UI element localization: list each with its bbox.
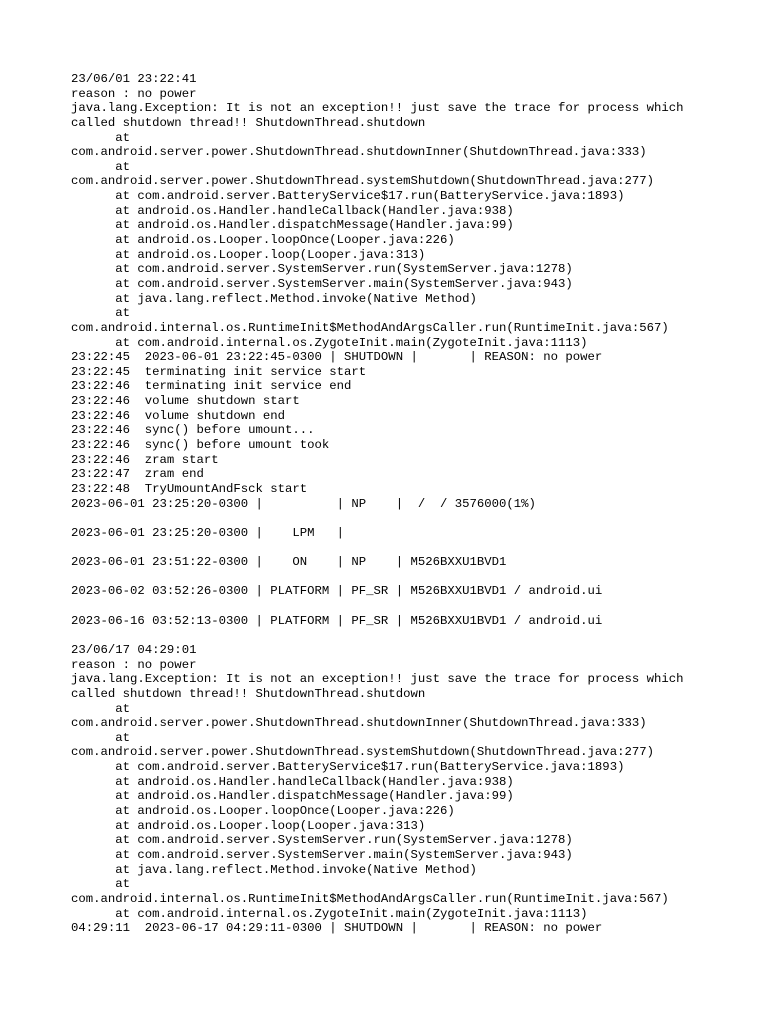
log-line: at android.os.Handler.handleCallback(Handler.java:938) bbox=[71, 774, 514, 789]
log-line: at bbox=[71, 130, 131, 145]
log-line: at com.android.server.SystemServer.main(SystemServer.java:943) bbox=[71, 276, 573, 291]
log-line: at bbox=[71, 730, 131, 745]
log-line: at bbox=[71, 306, 131, 321]
log-line: at bbox=[71, 877, 131, 892]
log-line: com.android.server.power.ShutdownThread.shutdownInner(ShutdownThread.java:333) bbox=[71, 145, 647, 160]
log-line: 23:22:46 zram start bbox=[71, 452, 219, 467]
log-line: 2023-06-16 03:52:13-0300 | PLATFORM | PF_SR | M526BXXU1BVD1 / android.ui bbox=[71, 613, 603, 628]
log-line: at android.os.Looper.loop(Looper.java:313) bbox=[71, 818, 426, 833]
log-line: at android.os.Handler.dispatchMessage(Handler.java:99) bbox=[71, 218, 514, 233]
log-line: at com.android.server.SystemServer.run(SystemServer.java:1278) bbox=[71, 262, 573, 277]
log-line: at java.lang.reflect.Method.invoke(Native Method) bbox=[71, 862, 477, 877]
log-line bbox=[71, 541, 761, 556]
log-line: 23/06/17 04:29:01 bbox=[71, 642, 197, 657]
log-line: at bbox=[71, 159, 131, 174]
log-line: at android.os.Looper.loop(Looper.java:313) bbox=[71, 247, 426, 262]
log-line: at com.android.internal.os.ZygoteInit.main(ZygoteInit.java:1113) bbox=[71, 906, 588, 921]
log-line: at android.os.Handler.handleCallback(Handler.java:938) bbox=[71, 203, 514, 218]
log-line: reason : no power bbox=[71, 86, 197, 101]
log-line: 23:22:47 zram end bbox=[71, 467, 204, 482]
log-line: 23:22:45 2023-06-01 23:22:45-0300 | SHUTDOWN | | REASON: no power bbox=[71, 350, 603, 365]
log-line: reason : no power bbox=[71, 657, 197, 672]
log-line bbox=[71, 511, 761, 526]
log-line: 04:29:11 2023-06-17 04:29:11-0300 | SHUTDOWN | | REASON: no power bbox=[71, 921, 603, 936]
log-line: 23:22:45 terminating init service start bbox=[71, 364, 367, 379]
log-line bbox=[71, 599, 761, 614]
log-line: at java.lang.reflect.Method.invoke(Native Method) bbox=[71, 291, 477, 306]
shutdown-log-text bbox=[71, 72, 761, 936]
log-line: 2023-06-01 23:25:20-0300 | LPM | bbox=[71, 525, 345, 540]
log-line: 23:22:48 TryUmountAndFsck start bbox=[71, 481, 308, 496]
log-line: 23/06/01 23:22:41 bbox=[71, 72, 197, 86]
log-line: at com.android.server.BatteryService$17.run(BatteryService.java:1893) bbox=[71, 189, 625, 204]
log-line: java.lang.Exception: It is not an exception!! just save the trace for process which bbox=[71, 672, 684, 687]
log-line: called shutdown thread!! ShutdownThread.shutdown bbox=[71, 686, 426, 701]
log-line: at android.os.Looper.loopOnce(Looper.java:226) bbox=[71, 233, 455, 248]
log-line: 23:22:46 volume shutdown end bbox=[71, 408, 286, 423]
log-line: at com.android.internal.os.ZygoteInit.main(ZygoteInit.java:1113) bbox=[71, 335, 588, 350]
log-line: at com.android.server.SystemServer.run(SystemServer.java:1278) bbox=[71, 833, 573, 848]
log-line: 23:22:46 volume shutdown start bbox=[71, 394, 300, 409]
log-line bbox=[71, 628, 761, 643]
log-line: com.android.server.power.ShutdownThread.shutdownInner(ShutdownThread.java:333) bbox=[71, 716, 647, 731]
log-line: 2023-06-01 23:25:20-0300 | | NP | / / 3576000(1%) bbox=[71, 496, 536, 511]
log-line: at com.android.server.SystemServer.main(SystemServer.java:943) bbox=[71, 847, 573, 862]
log-line: 23:22:46 sync() before umount took bbox=[71, 438, 330, 453]
log-line: java.lang.Exception: It is not an exception!! just save the trace for process which bbox=[71, 101, 684, 116]
log-line: 2023-06-02 03:52:26-0300 | PLATFORM | PF_SR | M526BXXU1BVD1 / android.ui bbox=[71, 584, 603, 599]
log-line: com.android.internal.os.RuntimeInit$MethodAndArgsCaller.run(RuntimeInit.java:567) bbox=[71, 891, 669, 906]
log-line: 23:22:46 terminating init service end bbox=[71, 379, 352, 394]
log-line: at android.os.Handler.dispatchMessage(Handler.java:99) bbox=[71, 789, 514, 804]
log-line: com.android.server.power.ShutdownThread.systemShutdown(ShutdownThread.java:277) bbox=[71, 745, 654, 760]
log-line: at bbox=[71, 701, 131, 716]
log-line: at android.os.Looper.loopOnce(Looper.java:226) bbox=[71, 804, 455, 819]
log-line bbox=[71, 570, 761, 585]
log-line: called shutdown thread!! ShutdownThread.shutdown bbox=[71, 115, 426, 130]
log-line: com.android.server.power.ShutdownThread.systemShutdown(ShutdownThread.java:277) bbox=[71, 174, 654, 189]
log-line: 23:22:46 sync() before umount... bbox=[71, 423, 315, 438]
log-line: at com.android.server.BatteryService$17.run(BatteryService.java:1893) bbox=[71, 760, 625, 775]
log-line: com.android.internal.os.RuntimeInit$MethodAndArgsCaller.run(RuntimeInit.java:567) bbox=[71, 320, 669, 335]
log-line: 2023-06-01 23:51:22-0300 | ON | NP | M526BXXU1BVD1 bbox=[71, 555, 507, 570]
